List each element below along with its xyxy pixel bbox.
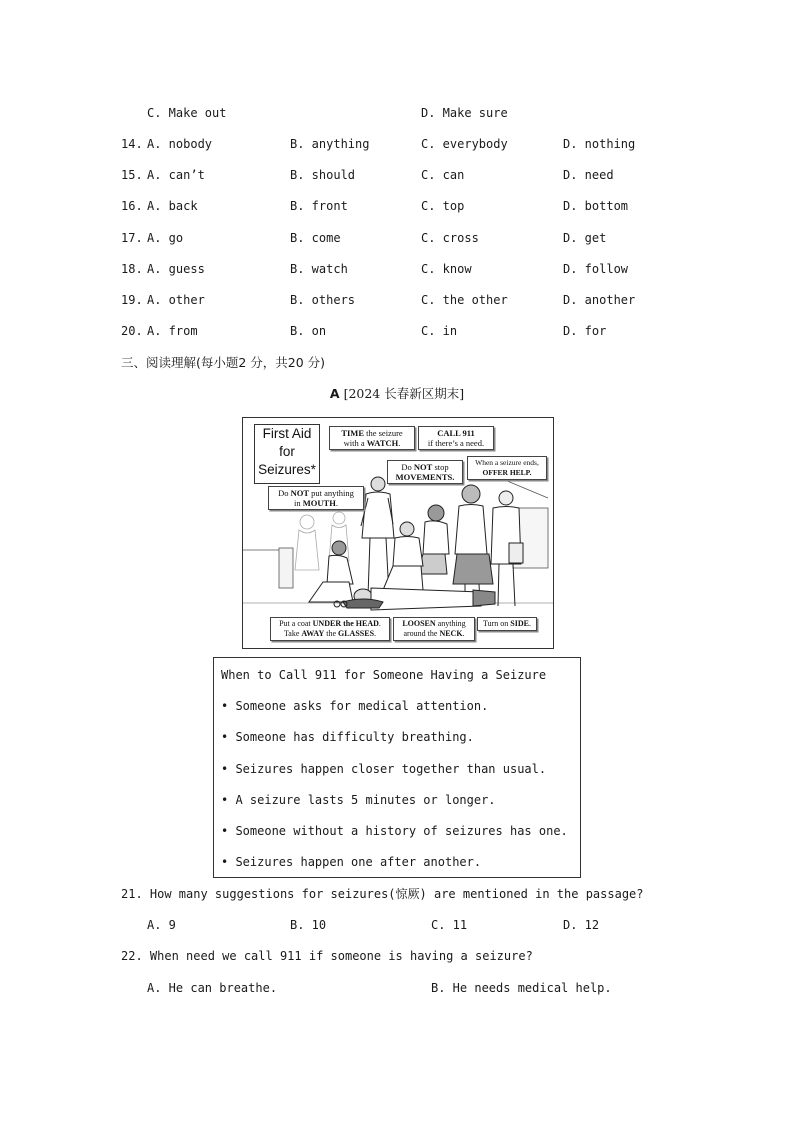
callout-text: NECK <box>439 629 463 638</box>
option-b: B. should <box>290 168 356 182</box>
option-b: B. 10 <box>290 918 327 932</box>
option-d: D. for <box>563 324 607 338</box>
question-13-options <box>0 105 794 121</box>
question-row <box>0 323 794 339</box>
passage-title <box>0 384 794 402</box>
option-a: A. go <box>147 231 184 245</box>
question-row <box>0 261 794 277</box>
option-c: C. Make out <box>147 106 227 120</box>
callout-text: TIME <box>341 428 364 438</box>
option-c: C. know <box>421 262 472 276</box>
callout-text: anything <box>435 619 466 628</box>
option-b: B. He needs medical help. <box>431 981 612 995</box>
option-b: B. anything <box>290 137 370 151</box>
callout-text: Turn on <box>483 619 511 628</box>
title-line: First Aid <box>262 426 312 441</box>
callout-text: OFFER HELP. <box>482 468 532 477</box>
box-item: • Someone has difficulty breathing. <box>221 730 474 744</box>
box-item: • A seizure lasts 5 minutes or longer. <box>221 793 496 807</box>
question-22-stem: 22. When need we call 911 if someone is having a seizure? <box>121 949 533 963</box>
option-d: D. nothing <box>563 137 636 151</box>
callout-do-not-put-in-mouth <box>268 486 364 510</box>
question-number: 15. <box>121 168 143 182</box>
callout-text: CALL 911 <box>437 428 475 438</box>
option-c: C. the other <box>421 293 508 307</box>
callout-text: Take <box>283 629 302 638</box>
option-c: C. in <box>421 324 458 338</box>
option-a: A. can’t <box>147 168 205 182</box>
question-row <box>0 198 794 214</box>
option-a: A. guess <box>147 262 205 276</box>
callout-text: WATCH <box>366 438 399 448</box>
question-row <box>0 230 794 246</box>
callout-text: with a <box>343 438 367 448</box>
callout-text: LOOSEN <box>402 619 436 628</box>
callout-text: GLASSES <box>338 629 375 638</box>
question-row <box>0 136 794 152</box>
box-item: • Someone without a history of seizures has one. <box>221 824 568 838</box>
callout-call-911 <box>418 426 494 450</box>
question-number: 20. <box>121 324 143 338</box>
callout-offer-help <box>467 456 547 480</box>
callout-text: Do <box>401 462 414 472</box>
question-number: 16. <box>121 199 143 213</box>
option-c: C. top <box>421 199 465 213</box>
callout-text: When a seizure ends, <box>475 458 539 467</box>
callout-text: stop <box>432 462 449 472</box>
callout-do-not-stop-movements <box>387 460 463 484</box>
callout-text: . <box>398 438 401 448</box>
callout-text: NOT <box>290 488 310 498</box>
passage-letter: A <box>329 386 340 401</box>
option-d: D. follow <box>563 262 629 276</box>
option-c: C. everybody <box>421 137 508 151</box>
question-row <box>0 292 794 308</box>
callout-loosen-neck <box>393 617 475 641</box>
question-21-options <box>0 917 794 933</box>
option-d: D. need <box>563 168 614 182</box>
option-b: B. come <box>290 231 341 245</box>
box-title: When to Call 911 for Someone Having a Seizure <box>221 668 547 682</box>
option-b: B. others <box>290 293 356 307</box>
option-a: A. nobody <box>147 137 213 151</box>
option-d: D. 12 <box>563 918 600 932</box>
option-d: D. another <box>563 293 636 307</box>
callout-text: SIDE <box>510 619 529 628</box>
first-aid-illustration <box>242 417 554 649</box>
option-a: A. 9 <box>147 918 176 932</box>
callout-text: if there’s a need. <box>427 438 485 448</box>
callout-turn-on-side <box>477 617 537 631</box>
question-22-options <box>0 980 794 996</box>
title-line: Seizures* <box>258 462 316 477</box>
question-number: 14. <box>121 137 143 151</box>
option-c: C. can <box>421 168 465 182</box>
callout-text: the <box>324 629 338 638</box>
question-number: 19. <box>121 293 143 307</box>
callout-text: UNDER the HEAD <box>312 619 379 628</box>
option-b: B. front <box>290 199 348 213</box>
box-item: • Seizures happen one after another. <box>221 855 482 869</box>
callout-text: NOT <box>413 462 433 472</box>
option-d: D. bottom <box>563 199 629 213</box>
option-a: A. back <box>147 199 198 213</box>
callout-text: AWAY <box>301 629 325 638</box>
callout-text: MOVEMENTS. <box>395 472 455 482</box>
question-21-stem: 21. How many suggestions for seizures(惊厥) are mentioned in the passage? <box>121 887 644 901</box>
question-number: 17. <box>121 231 143 245</box>
callout-text: in <box>294 498 303 508</box>
option-b: B. watch <box>290 262 348 276</box>
title-line: for <box>279 444 295 459</box>
box-item: • Someone asks for medical attention. <box>221 699 489 713</box>
question-row <box>0 167 794 183</box>
question-number: 18. <box>121 262 143 276</box>
box-item: • Seizures happen closer together than usual. <box>221 762 547 776</box>
callout-text: . <box>462 629 465 638</box>
option-c: C. cross <box>421 231 479 245</box>
callout-text: Put a coat <box>279 619 313 628</box>
section-heading: 三、阅读理解(每小题2 分，共20 分) <box>121 355 326 370</box>
option-a: A. from <box>147 324 198 338</box>
callout-time-watch <box>329 426 415 450</box>
callout-text: . <box>374 629 377 638</box>
callout-text: put anything <box>309 488 354 498</box>
callout-text: . <box>335 498 338 508</box>
callout-text: MOUTH <box>302 498 336 508</box>
when-to-call-911-box <box>213 657 581 878</box>
option-d: D. Make sure <box>421 106 508 120</box>
callout-coat-glasses <box>270 617 390 641</box>
first-aid-title-box <box>254 424 320 484</box>
option-b: B. on <box>290 324 327 338</box>
passage-source: [2024 长春新区期末] <box>343 386 465 401</box>
option-c: C. 11 <box>431 918 468 932</box>
option-d: D. get <box>563 231 607 245</box>
option-a: A. other <box>147 293 205 307</box>
callout-text: . <box>378 619 381 628</box>
callout-text: . <box>528 619 531 628</box>
callout-text: around the <box>403 629 440 638</box>
callout-text: the seizure <box>363 428 403 438</box>
option-a: A. He can breathe. <box>147 981 278 995</box>
callout-text: Do <box>278 488 291 498</box>
